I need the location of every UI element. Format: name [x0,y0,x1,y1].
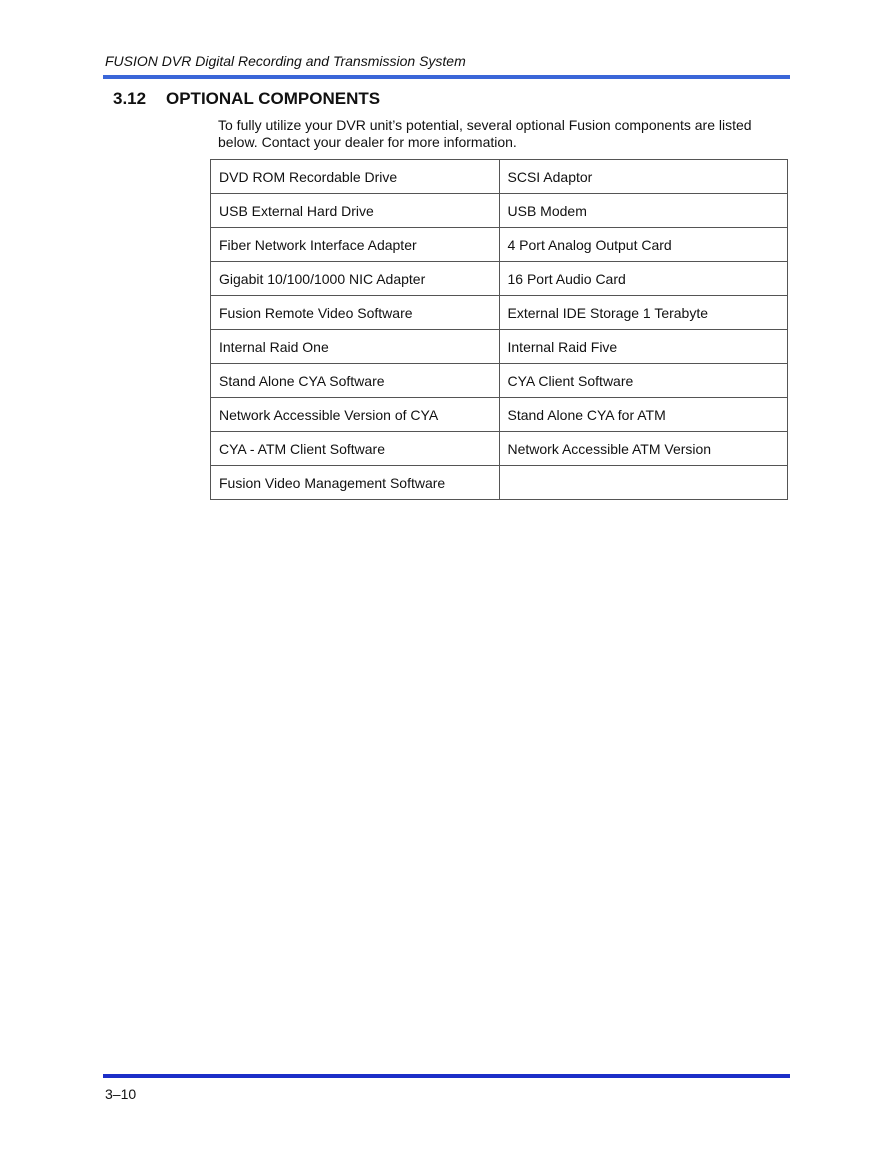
table-row [211,330,788,364]
table-row [211,296,788,330]
table-row [211,466,788,500]
table-cell: Internal Raid Five [499,330,788,364]
section-heading [113,89,380,109]
table-cell: 16 Port Audio Card [499,262,788,296]
intro-paragraph: To fully utilize your DVR unit’s potential, several optional Fusion components are listed below. Contact your dealer for more information. [218,117,752,150]
table-row [211,194,788,228]
table-cell: DVD ROM Recordable Drive [211,160,500,194]
table-cell: USB Modem [499,194,788,228]
components-table [210,159,788,500]
table-cell: Stand Alone CYA Software [211,364,500,398]
table-row [211,160,788,194]
table-cell: Fusion Video Management Software [211,466,500,500]
table-cell: Gigabit 10/100/1000 NIC Adapter [211,262,500,296]
table-cell: 4 Port Analog Output Card [499,228,788,262]
table-row [211,228,788,262]
table-row [211,262,788,296]
footer-rule [103,1074,790,1078]
table-cell: CYA - ATM Client Software [211,432,500,466]
table-cell: Fusion Remote Video Software [211,296,500,330]
table-cell: Stand Alone CYA for ATM [499,398,788,432]
table-cell-empty [499,466,788,500]
running-header: FUSION DVR Digital Recording and Transmission System [105,53,466,69]
table-cell: SCSI Adaptor [499,160,788,194]
table-cell: Network Accessible ATM Version [499,432,788,466]
table-cell: CYA Client Software [499,364,788,398]
table-row [211,432,788,466]
table-cell: Fiber Network Interface Adapter [211,228,500,262]
table-cell: USB External Hard Drive [211,194,500,228]
section-number: 3.12 [113,89,147,108]
table-cell: Network Accessible Version of CYA [211,398,500,432]
header-rule [103,75,790,79]
table-cell: Internal Raid One [211,330,500,364]
table-cell: External IDE Storage 1 Terabyte [499,296,788,330]
section-title: OPTIONAL COMPONENTS [166,89,381,108]
table-row [211,398,788,432]
page-number: 3–10 [105,1086,137,1102]
table-row [211,364,788,398]
